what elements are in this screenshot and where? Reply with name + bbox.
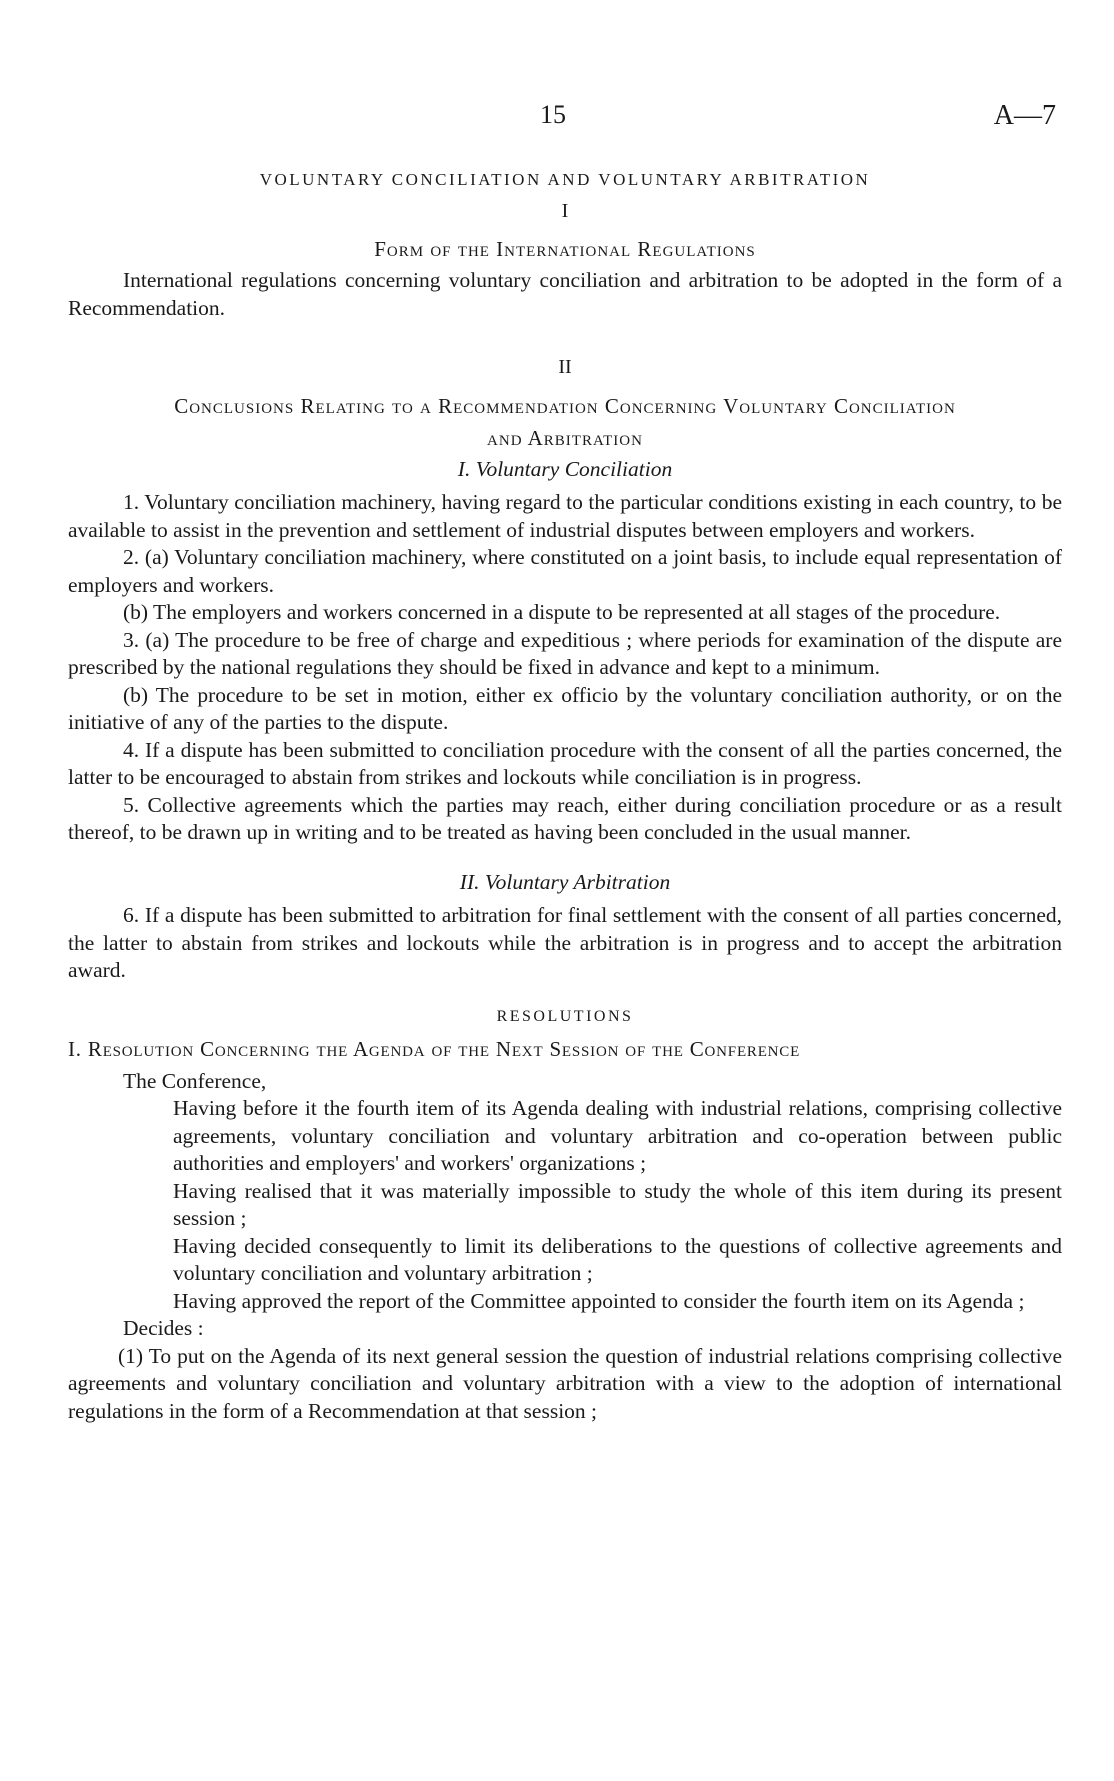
part-two-heading-line1: Conclusions Relating to a Recommendation Concerning Voluntary Conciliation (174, 393, 956, 418)
recital-4: Having approved the report of the Committee appointed to consider the fourth item on its Agenda ; (173, 1288, 1025, 1313)
part-one-numeral: I (561, 199, 569, 222)
page-body (68, 160, 1062, 1425)
subsection-voluntary-arbitration: II. Voluntary Arbitration (459, 869, 671, 894)
section-title: VOLUNTARY CONCILIATION AND VOLUNTARY ARBITRATION (259, 170, 871, 189)
paragraph-5: 5. Collective agreements which the parties may reach, either during conciliation procedure or as a result thereof, to be drawn up in writing and to be treated as having been concluded in the usual manner. (68, 792, 1062, 844)
document-reference: A—7 (993, 100, 1056, 131)
recital-2: Having realised that it was materially impossible to study the whole of this item during its present session ; (173, 1178, 1062, 1230)
paragraph-1: 1. Voluntary conciliation machinery, having regard to the particular conditions existing in each country, to be available to assist in the prevention and settlement of industrial disputes between employers and workers. (68, 490, 1062, 542)
part-two-heading-line2: and Arbitration (487, 425, 643, 450)
recital-1: Having before it the fourth item of its Agenda dealing with industrial relations, comprising collective agreements, voluntary conciliation and voluntary arbitration and co-operation between public authorities and employers' and workers' organizations ; (173, 1096, 1062, 1175)
page-number: 15 (540, 100, 566, 129)
resolution-opening: The Conference, (123, 1068, 267, 1093)
clause-1: (1) To put on the Agenda of its next general session the question of industrial relations comprising collective agreements and voluntary conciliation and voluntary arbitration with a view to the adoption of international regulations in the form of a Recommendation at that session ; (68, 1343, 1062, 1423)
recitals-block (68, 1095, 1062, 1315)
resolutions-heading: RESOLUTIONS (496, 1007, 634, 1025)
part-two-numeral: II (558, 356, 572, 378)
recital-3: Having decided consequently to limit its deliberations to the questions of collective agreements and voluntary conciliation and voluntary arbitration ; (173, 1233, 1062, 1285)
paragraph-6: 6. If a dispute has been submitted to arbitration for final settlement with the consent of all parties concerned, the latter to abstain from strikes and lockouts while the arbitration is in progress and to accept the arbitration award. (68, 903, 1062, 982)
resolution-title: I. Resolution Concerning the Agenda of the Next Session of the Conference (68, 1037, 801, 1061)
subsection-voluntary-conciliation: I. Voluntary Conciliation (457, 456, 673, 481)
paragraph-4: 4. If a dispute has been submitted to conciliation procedure with the consent of all the parties concerned, the latter to be encouraged to abstain from strikes and lockouts while conciliation is in progress. (68, 737, 1062, 789)
paragraph-3a: 3. (a) The procedure to be free of charge and expeditious ; where periods for examination of the dispute are prescribed by the national regulations they should be fixed in advance and kept to a minimum. (68, 627, 1062, 679)
part-one-text: International regulations concerning voluntary conciliation and arbitration to be adopted in the form of a Recommendation. (68, 268, 1062, 320)
paragraph-2a: 2. (a) Voluntary conciliation machinery, where constituted on a joint basis, to include equal representation of employers and workers. (68, 545, 1062, 597)
paragraph-3b: (b) The procedure to be set in motion, either ex officio by the voluntary conciliation authority, or on the initiative of any of the parties to the dispute. (68, 682, 1062, 734)
page-header (0, 100, 1114, 140)
paragraph-2b: (b) The employers and workers concerned in a dispute to be represented at all stages of the procedure. (123, 600, 1001, 624)
part-one-heading: Form of the International Regulations (374, 237, 756, 261)
decides-label: Decides : (123, 1316, 204, 1340)
